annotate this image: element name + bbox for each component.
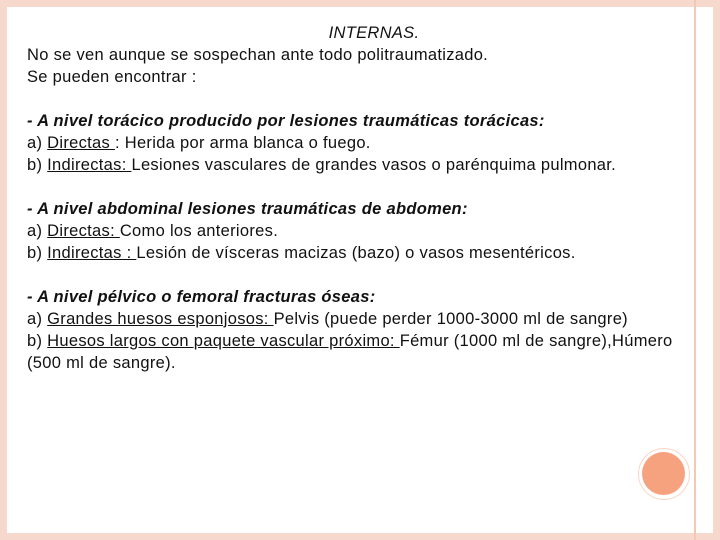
item-term: Indirectas: (47, 156, 132, 174)
section-heading-thoracic: - A nivel torácico producido por lesiones traumáticas torácicas: (27, 112, 545, 130)
decorative-circle (642, 452, 685, 495)
list-item: a) Directas: Como los anteriores. (27, 222, 279, 240)
section-heading-pelvic: - A nivel pélvico o femoral fracturas óseas: (27, 288, 376, 306)
list-item: b) Indirectas: Lesiones vasculares de grandes vasos o parénquima pulmonar. (27, 156, 617, 174)
decorative-vertical-line (694, 0, 696, 540)
slide-title: INTERNAS. (328, 24, 420, 42)
list-item: a) Grandes huesos esponjosos: Pelvis (puede perder 1000-3000 ml de sangre) (27, 310, 628, 328)
intro-line-2: Se pueden encontrar : (27, 68, 197, 86)
item-term: Indirectas : (47, 244, 137, 262)
slide-content (27, 22, 687, 374)
item-term: Grandes huesos esponjosos: (47, 310, 274, 328)
section-heading-abdominal: - A nivel abdominal lesiones traumáticas de abdomen: (27, 200, 468, 218)
item-term: Directas: (47, 222, 120, 240)
item-term: Directas (47, 134, 115, 152)
list-item: a) Directas : Herida por arma blanca o fuego. (27, 134, 371, 152)
item-term: Huesos largos con paquete vascular próximo: (47, 332, 400, 350)
intro-line-1: No se ven aunque se sospechan ante todo politraumatizado. (27, 46, 489, 64)
list-item: b) Indirectas : Lesión de vísceras macizas (bazo) o vasos mesentéricos. (27, 244, 576, 262)
list-item: b) Huesos largos con paquete vascular próximo: Fémur (1000 ml de sangre),Húmero (500 ml de sangre). (27, 332, 673, 372)
